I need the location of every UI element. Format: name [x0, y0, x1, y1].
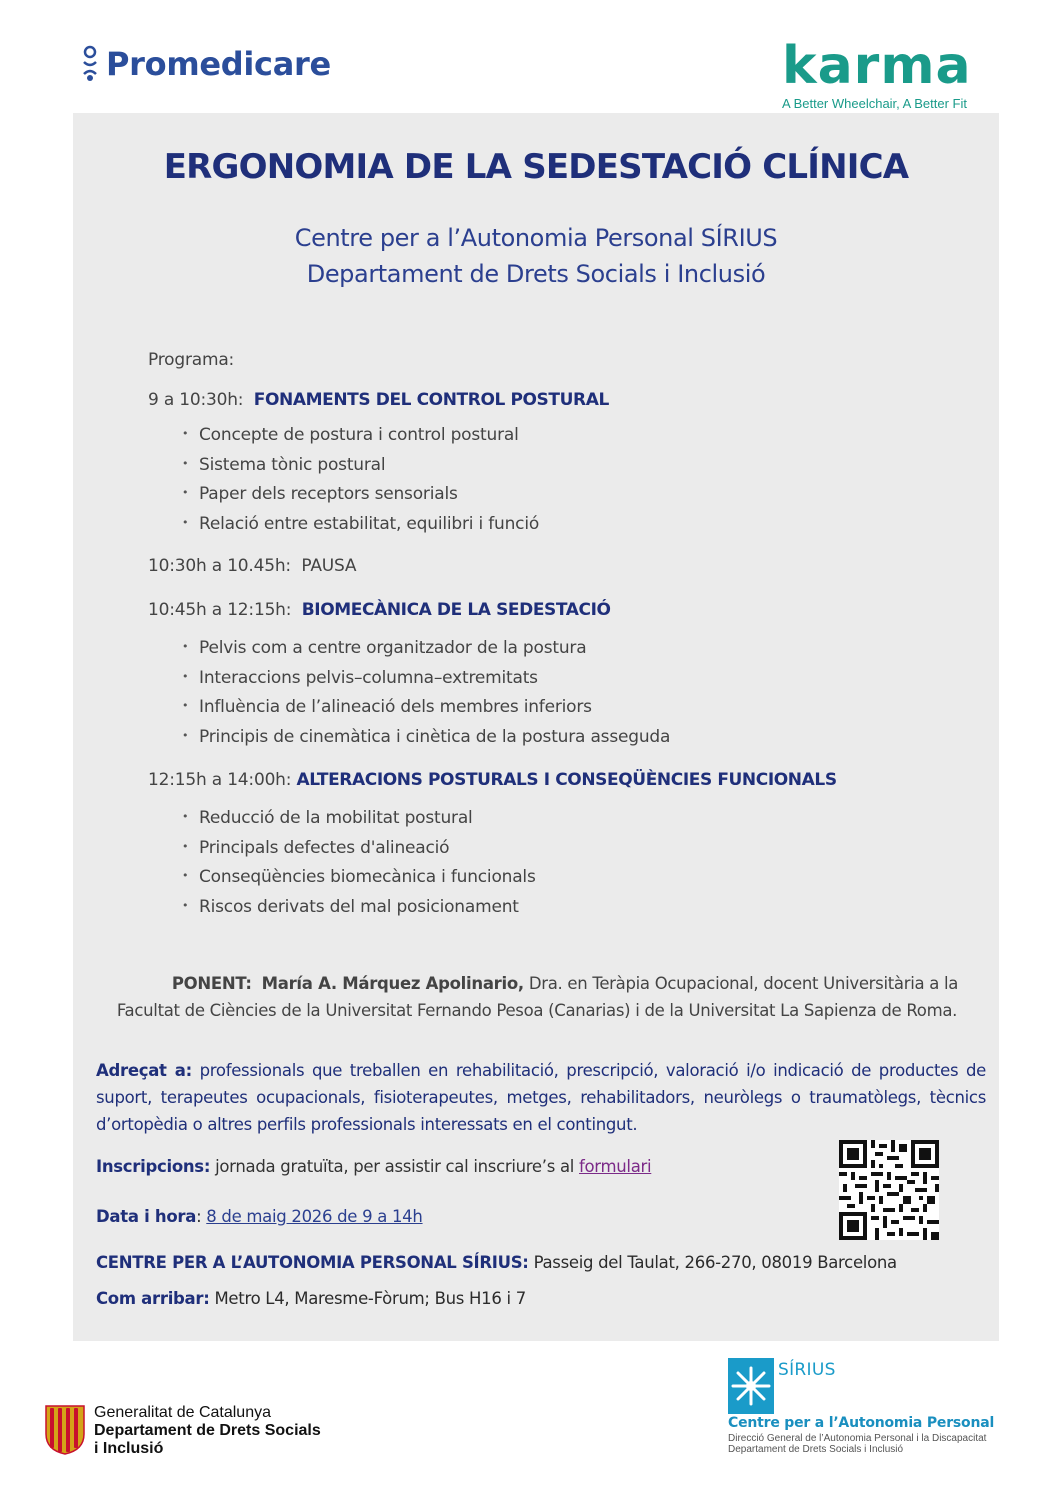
block-3-title: ALTERACIONS POSTURALS I CONSEQÜÈNCIES FUNCIONALS [296, 770, 837, 790]
registration-line [96, 1157, 651, 1176]
karma-wordmark: karma [782, 36, 972, 96]
generalitat-flag-icon [44, 1404, 86, 1456]
venue-line [96, 1253, 897, 1272]
generalitat-text [94, 1404, 321, 1458]
block-2-title: BIOMECÀNICA DE LA SEDESTACIÓ [301, 600, 611, 620]
date-line [96, 1207, 423, 1226]
list-item: • Relació entre estabilitat, equilibri i funció [182, 514, 539, 544]
speaker-paragraph [83, 970, 991, 1024]
page-title: ERGONOMIA DE LA SEDESTACIÓ CLÍNICA [163, 147, 909, 187]
karma-tagline: A Better Wheelchair, A Better Fit [782, 96, 967, 111]
venue-label: CENTRE PER A L’AUTONOMIA PERSONAL SÍRIUS: [96, 1253, 529, 1272]
qr-code-icon[interactable] [839, 1140, 939, 1240]
pause-time: 10:30h a 10.45h: [148, 556, 291, 576]
list-item: • Sistema tònic postural [182, 455, 539, 485]
block-1-list [182, 425, 539, 543]
speaker-label: PONENT: [171, 974, 252, 993]
registration-label: Inscripcions: [96, 1157, 211, 1176]
speaker-name: María A. Márquez Apolinario, [261, 974, 524, 993]
subtitle-centre: Centre per a l’Autonomia Personal SÍRIUS [294, 224, 778, 252]
directions-text: Metro L4, Maresme-Fòrum; Bus H16 i 7 [214, 1289, 526, 1308]
audience-label: Adreçat a: [96, 1061, 192, 1080]
sirius-direction [728, 1433, 986, 1455]
sirius-name: SÍRIUS [778, 1360, 836, 1380]
promedicare-wordmark: Promedicare [106, 45, 331, 83]
sirius-direction-line-1: Direcció General de l’Autonomia Personal i la Discapacitat [728, 1433, 987, 1444]
generalitat-line-3: i Inclusió [94, 1440, 164, 1457]
block-2-time: 10:45h a 12:15h: [148, 600, 292, 620]
list-item: • Influència de l’alineació dels membres inferiors [182, 697, 670, 727]
directions-label: Com arribar: [96, 1289, 210, 1308]
block-3-list [182, 808, 536, 926]
block-1-time: 9 a 10:30h: [148, 390, 244, 410]
date-separator: : [196, 1207, 202, 1226]
list-item: • Principis de cinemàtica i cinètica de la postura asseguda [182, 727, 670, 757]
date-label: Data i hora [96, 1207, 197, 1226]
list-item: • Concepte de postura i control postural [182, 425, 539, 455]
program-block-2-heading [148, 600, 611, 620]
event-panel [73, 113, 999, 1341]
pause-title: PAUSA [301, 556, 357, 576]
audience-text: professionals que treballen en rehabilitació, prescripció, valoració i/o indicació de productes de suport, terapeutes ocupacionals, fisioterapeutes, metges, rehabilitadors, neuròlegs o traumatòlegs, tècnics d’ortopèdia o altres perfils professionals interessats en el contingut. [96, 1061, 986, 1134]
sirius-centre: Centre per a l’Autonomia Personal [728, 1415, 995, 1431]
speaker-bio-1: Dra. en Teràpia Ocupacional, docent Universitària a la [528, 974, 959, 993]
generalitat-logo [44, 1404, 321, 1458]
list-item: • Principals defectes d'alineació [182, 838, 536, 868]
block-2-list [182, 638, 670, 756]
block-1-title: FONAMENTS DEL CONTROL POSTURAL [253, 390, 609, 410]
speaker-bio-2: Facultat de Ciències de la Universitat Fernando Pesoa (Canarias) i de la Universitat La Sapienza de Roma. [116, 1001, 958, 1020]
block-3-time: 12:15h a 14:00h: [148, 770, 292, 790]
promedicare-logo [80, 44, 331, 84]
list-item: • Reducció de la mobilitat postural [182, 808, 536, 838]
audience-paragraph [96, 1057, 986, 1138]
list-item: • Interaccions pelvis–columna–extremitats [182, 668, 670, 698]
promedicare-symbol-icon [80, 44, 100, 84]
registration-form-link[interactable]: formulari [579, 1157, 652, 1176]
sirius-direction-line-2: Departament de Drets Socials i Inclusió [728, 1444, 904, 1455]
program-label: Programa: [148, 350, 235, 370]
program-pause [148, 556, 356, 576]
directions-line [96, 1289, 526, 1308]
list-item: • Paper dels receptors sensorials [182, 484, 539, 514]
karma-logo [782, 36, 1002, 111]
registration-text: jornada gratuïta, per assistir cal inscriure’s al [215, 1157, 575, 1176]
date-link[interactable]: 8 de maig 2026 de 9 a 14h [206, 1207, 423, 1226]
subtitle-department: Departament de Drets Socials i Inclusió [306, 260, 766, 288]
program-block-1-heading [148, 390, 609, 410]
list-item: • Riscos derivats del mal posicionament [182, 897, 536, 927]
generalitat-line-2: Departament de Drets Socials [94, 1422, 321, 1439]
list-item: • Conseqüències biomecànica i funcionals [182, 867, 536, 897]
venue-address: Passeig del Taulat, 266-270, 08019 Barcelona [533, 1253, 897, 1272]
generalitat-line-1: Generalitat de Catalunya [94, 1404, 271, 1421]
program-block-3-heading [148, 770, 837, 790]
sirius-star-icon [728, 1358, 774, 1414]
list-item: • Pelvis com a centre organitzador de la postura [182, 638, 670, 668]
